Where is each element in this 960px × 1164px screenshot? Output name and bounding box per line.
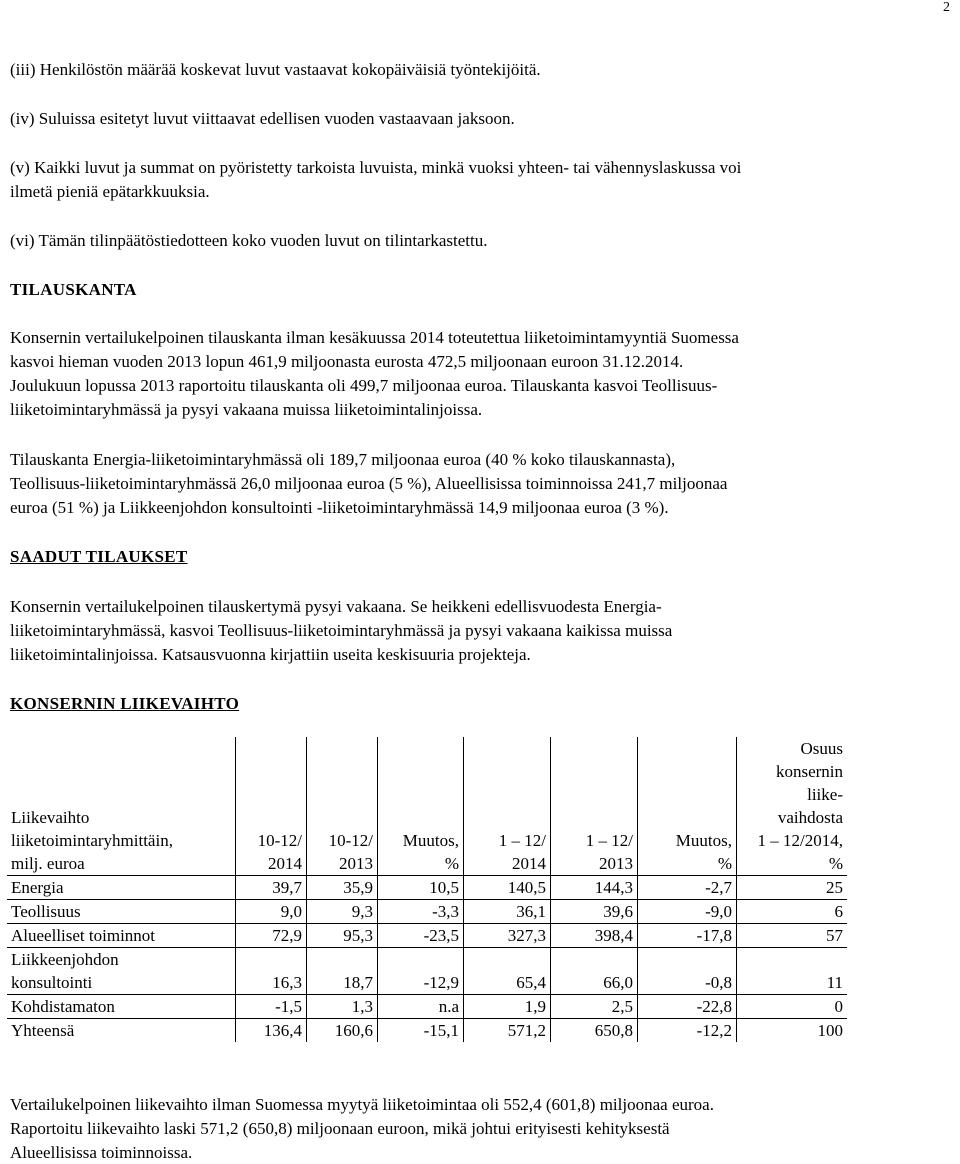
cell-value: -2,7 [638, 876, 737, 900]
cell-value: 35,9 [307, 876, 378, 900]
cell-value: -12,2 [638, 1019, 737, 1043]
col-header-q4-2014: 10-12/ 2014 [236, 737, 307, 876]
liikevaihto-footer-line3: Alueellisissa toiminnoissa. [10, 1143, 193, 1162]
table-row [7, 876, 847, 900]
col-header-segment: Liikevaihto liiketoimintaryhmittäin, milj. euroa [11, 808, 173, 873]
cell-value: -3,3 [378, 900, 464, 924]
cell-value: -1,5 [236, 995, 307, 1019]
table-row [7, 924, 847, 948]
saadut-line2: liiketoimintaryhmässä, kasvoi Teollisuus-liiketoimintaryhmässä ja pysyi vakaana kaikissa muissa [10, 621, 673, 640]
cell-value: 39,6 [551, 900, 638, 924]
tilauskanta-heading: TILAUSKANTA [10, 280, 137, 299]
cell-value: 11 [737, 948, 848, 995]
cell-value: 100 [737, 1019, 848, 1043]
row-label: Kohdistamaton [7, 995, 236, 1019]
tilauskanta-p1-line3: Joulukuun lopussa 2013 raportoitu tilauskanta oli 499,7 miljoonaa euroa. Tilauskanta kasvoi Teollisuus- [10, 376, 718, 395]
liikevaihto-heading: KONSERNIN LIIKEVAIHTO [10, 694, 240, 713]
cell-value: n.a [378, 995, 464, 1019]
cell-value: 327,3 [464, 924, 551, 948]
tilauskanta-p1-line2: kasvoi hieman vuoden 2013 lopun 461,9 miljoonasta eurosta 472,5 miljoonaan euroon 31.12.2014. [10, 352, 684, 371]
table-header-row [7, 737, 847, 876]
cell-value: 136,4 [236, 1019, 307, 1043]
cell-value: -23,5 [378, 924, 464, 948]
cell-value: 16,3 [236, 948, 307, 995]
tilauskanta-p2-line2: Teollisuus-liiketoimintaryhmässä 26,0 miljoonaa euroa (5 %), Alueellisissa toiminnoissa 241,7 miljoonaa [10, 474, 728, 493]
saadut-heading: SAADUT TILAUKSET [10, 547, 188, 566]
cell-value: 65,4 [464, 948, 551, 995]
row-label: Liikkeenjohdon konsultointi [7, 948, 236, 995]
tilauskanta-p1-line1: Konsernin vertailukelpoinen tilauskanta ilman kesäkuussa 2014 toteutettua liiketoimintamyyntiä Suomessa [10, 328, 739, 347]
row-label: Teollisuus [7, 900, 236, 924]
col-header-fy-2014: 1 – 12/ 2014 [464, 737, 551, 876]
cell-value: 398,4 [551, 924, 638, 948]
tilauskanta-p1-line4: liiketoimintaryhmässä ja pysyi vakaana muissa liiketoimintalinjoissa. [10, 400, 483, 419]
tilauskanta-p2-line3: euroa (51 %) ja Liikkeenjohdon konsultointi -liiketoimintaryhmässä 14,9 miljoonaa euroa (3 %). [10, 498, 669, 517]
col-header-q4-change: Muutos, % [378, 737, 464, 876]
cell-value: 1,3 [307, 995, 378, 1019]
row-label: Energia [7, 876, 236, 900]
saadut-line3: liiketoimintalinjoissa. Katsausvuonna kirjattiin useita keskisuuria projekteja. [10, 645, 531, 664]
cell-value: 571,2 [464, 1019, 551, 1043]
tilauskanta-p2-line1: Tilauskanta Energia-liiketoimintaryhmässä oli 189,7 miljoonaa euroa (40 % koko tilauskannasta), [10, 450, 676, 469]
cell-value: 6 [737, 900, 848, 924]
cell-value: 144,3 [551, 876, 638, 900]
cell-value: 72,9 [236, 924, 307, 948]
cell-value: -17,8 [638, 924, 737, 948]
cell-value: 66,0 [551, 948, 638, 995]
cell-value: 36,1 [464, 900, 551, 924]
cell-value: -9,0 [638, 900, 737, 924]
cell-value: 2,5 [551, 995, 638, 1019]
cell-value: 9,3 [307, 900, 378, 924]
cell-value: -12,9 [378, 948, 464, 995]
cell-value: 9,0 [236, 900, 307, 924]
cell-value: 39,7 [236, 876, 307, 900]
row-label: Yhteensä [7, 1019, 236, 1043]
page-number: 2 [943, 0, 950, 15]
note-v-line2: ilmetä pieniä epätarkkuuksia. [10, 182, 210, 201]
table-row [7, 900, 847, 924]
table-row [7, 995, 847, 1019]
liikevaihto-footer-line1: Vertailukelpoinen liikevaihto ilman Suomessa myytyä liiketoimintaa oli 552,4 (601,8) miljoonaa euroa. [10, 1095, 714, 1114]
revenue-table [7, 737, 847, 1042]
cell-value: -15,1 [378, 1019, 464, 1043]
cell-value: 140,5 [464, 876, 551, 900]
cell-value: 1,9 [464, 995, 551, 1019]
cell-value: -22,8 [638, 995, 737, 1019]
col-header-share: Osuus konsernin liike- vaihdosta 1 – 12/2014, % [737, 737, 848, 876]
table-row [7, 948, 847, 995]
note-iii: (iii) Henkilöstön määrää koskevat luvut vastaavat kokopäiväisiä työntekijöitä. [10, 60, 541, 79]
col-header-fy-change: Muutos, % [638, 737, 737, 876]
cell-value: 10,5 [378, 876, 464, 900]
cell-value: 160,6 [307, 1019, 378, 1043]
col-header-q4-2013: 10-12/ 2013 [307, 737, 378, 876]
cell-value: 57 [737, 924, 848, 948]
note-iv: (iv) Suluissa esitetyt luvut viittaavat edellisen vuoden vastaavaan jaksoon. [10, 109, 515, 128]
note-v-line1: (v) Kaikki luvut ja summat on pyöristetty tarkoista luvuista, minkä vuoksi yhteen- tai vähennyslaskussa voi [10, 158, 742, 177]
table-row-total [7, 1019, 847, 1043]
col-header-fy-2013: 1 – 12/ 2013 [551, 737, 638, 876]
saadut-line1: Konsernin vertailukelpoinen tilauskertymä pysyi vakaana. Se heikkeni edellisvuodesta Energia- [10, 597, 662, 616]
liikevaihto-footer-line2: Raportoitu liikevaihto laski 571,2 (650,8) miljoonaan euroon, mikä johtui erityisesti kehityksestä [10, 1119, 670, 1138]
cell-value: 95,3 [307, 924, 378, 948]
cell-value: 25 [737, 876, 848, 900]
cell-value: -0,8 [638, 948, 737, 995]
cell-value: 18,7 [307, 948, 378, 995]
note-vi: (vi) Tämän tilinpäätöstiedotteen koko vuoden luvut on tilintarkastettu. [10, 231, 488, 250]
cell-value: 0 [737, 995, 848, 1019]
row-label: Alueelliset toiminnot [7, 924, 236, 948]
cell-value: 650,8 [551, 1019, 638, 1043]
